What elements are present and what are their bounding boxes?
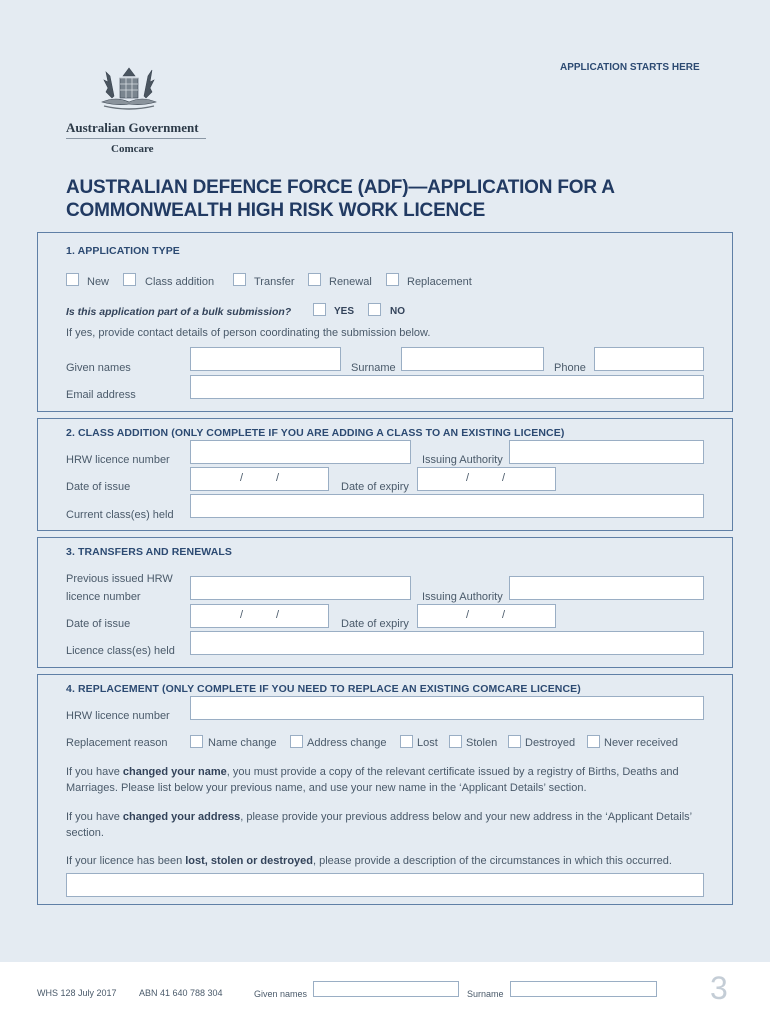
label-date-of-issue: Date of issue bbox=[66, 618, 131, 630]
para1-text-a: If you have bbox=[66, 766, 123, 778]
para3-text-a: If your licence has been bbox=[66, 855, 186, 867]
logo-divider bbox=[66, 138, 206, 139]
label-hrw-licence-number: HRW licence number bbox=[66, 710, 170, 722]
page-title-line2: COMMONWEALTH HIGH RISK WORK LICENCE bbox=[66, 200, 486, 221]
label-stolen: Stolen bbox=[466, 737, 498, 749]
checkbox-new[interactable] bbox=[66, 273, 79, 286]
instruction-lost-stolen bbox=[66, 853, 711, 869]
government-crest-logo bbox=[96, 62, 162, 114]
label-surname: Surname bbox=[351, 362, 396, 374]
application-starts-label: APPLICATION STARTS HERE bbox=[560, 62, 700, 73]
para2-text-b: , please provide your previous address below and your new address in the ‘Applicant Details’ section. bbox=[66, 811, 692, 839]
label-issuing-authority: Issuing Authority bbox=[422, 454, 503, 466]
label-replacement-reason: Replacement reason bbox=[66, 737, 168, 749]
para3-text-b: , please provide a description of the circumstances in which this occurred. bbox=[313, 855, 672, 867]
circumstances-input[interactable] bbox=[66, 873, 704, 897]
section1-title: 1. APPLICATION TYPE bbox=[66, 245, 180, 257]
label-date-of-issue: Date of issue bbox=[66, 481, 131, 493]
date-separator: / bbox=[240, 472, 244, 484]
checkbox-lost[interactable] bbox=[400, 735, 413, 748]
date-separator: / bbox=[466, 472, 470, 484]
checkbox-class-addition[interactable] bbox=[123, 273, 136, 286]
label-bulk-yes: YES bbox=[334, 306, 355, 317]
previous-licence-number-input[interactable] bbox=[190, 576, 411, 600]
date-separator: / bbox=[502, 472, 506, 484]
label-class-addition: Class addition bbox=[145, 276, 215, 288]
instruction-name-change bbox=[66, 764, 711, 796]
footer-surname-input[interactable] bbox=[510, 981, 657, 997]
para1-text-b: , you must provide a copy of the relevant certificate issued by a registry of Births, Deaths and Marriages. Please list below your previous name, and use your new name in the ‘Applicant Details’ section. bbox=[66, 766, 679, 794]
label-previous-licence-line1: Previous issued HRW bbox=[66, 573, 173, 585]
footer-form-code: WHS 128 July 2017 bbox=[37, 988, 117, 998]
checkbox-bulk-yes[interactable] bbox=[313, 303, 326, 316]
para1-emphasis: changed your name bbox=[122, 766, 227, 778]
label-name-change: Name change bbox=[208, 737, 277, 749]
label-previous-licence-line2: licence number bbox=[66, 591, 141, 603]
label-current-classes: Current class(es) held bbox=[66, 509, 174, 521]
given-names-input[interactable] bbox=[190, 347, 341, 371]
checkbox-never-received[interactable] bbox=[587, 735, 600, 748]
date-of-expiry-input[interactable] bbox=[417, 604, 556, 628]
section4-title: 4. REPLACEMENT (ONLY COMPLETE IF YOU NEED TO REPLACE AN EXISTING COMCARE LICENCE) bbox=[66, 683, 581, 695]
para2-emphasis: changed your address bbox=[122, 811, 241, 823]
logo-agency-name: Comcare bbox=[111, 143, 154, 155]
checkbox-bulk-no[interactable] bbox=[368, 303, 381, 316]
checkbox-renewal[interactable] bbox=[308, 273, 321, 286]
label-hrw-licence-number: HRW licence number bbox=[66, 454, 170, 466]
label-issuing-authority: Issuing Authority bbox=[422, 591, 503, 603]
footer-label-surname: Surname bbox=[467, 989, 504, 999]
current-classes-input[interactable] bbox=[190, 494, 704, 518]
instruction-address-change bbox=[66, 809, 711, 841]
label-replacement: Replacement bbox=[407, 276, 472, 288]
licence-classes-input[interactable] bbox=[190, 631, 704, 655]
page-number: 3 bbox=[710, 970, 728, 1006]
footer-label-given-names: Given names bbox=[254, 989, 308, 999]
logo-government-name: Australian Government bbox=[66, 120, 199, 135]
label-never-received: Never received bbox=[604, 737, 678, 749]
coat-of-arms-icon bbox=[96, 62, 162, 114]
label-date-of-expiry: Date of expiry bbox=[341, 481, 409, 493]
date-of-issue-input[interactable] bbox=[190, 604, 329, 628]
checkbox-stolen[interactable] bbox=[449, 735, 462, 748]
hrw-licence-number-input[interactable] bbox=[190, 696, 704, 720]
page-title-line1: AUSTRALIAN DEFENCE FORCE (ADF)—APPLICATION FOR A bbox=[66, 177, 615, 198]
label-new: New bbox=[87, 276, 110, 288]
para2-text-a: If you have bbox=[66, 811, 123, 823]
bulk-submission-question: Is this application part of a bulk submission? bbox=[66, 306, 292, 318]
label-bulk-no: NO bbox=[390, 306, 405, 317]
para3-emphasis: lost, stolen or destroyed bbox=[185, 855, 313, 867]
checkbox-destroyed[interactable] bbox=[508, 735, 521, 748]
date-of-issue-input[interactable] bbox=[190, 467, 329, 491]
date-separator: / bbox=[276, 472, 280, 484]
checkbox-address-change[interactable] bbox=[290, 735, 303, 748]
label-renewal: Renewal bbox=[329, 276, 372, 288]
label-address-change: Address change bbox=[307, 737, 387, 749]
label-date-of-expiry: Date of expiry bbox=[341, 618, 409, 630]
date-separator: / bbox=[466, 609, 470, 621]
label-lost: Lost bbox=[417, 737, 438, 749]
hrw-licence-number-input[interactable] bbox=[190, 440, 411, 464]
bulk-submission-note: If yes, provide contact details of person coordinating the submission below. bbox=[66, 327, 431, 339]
footer-abn: ABN 41 640 788 304 bbox=[139, 988, 223, 998]
issuing-authority-input[interactable] bbox=[509, 576, 704, 600]
date-separator: / bbox=[276, 609, 280, 621]
label-phone: Phone bbox=[554, 362, 586, 374]
date-separator: / bbox=[502, 609, 506, 621]
email-input[interactable] bbox=[190, 375, 704, 399]
surname-input[interactable] bbox=[401, 347, 544, 371]
phone-input[interactable] bbox=[594, 347, 704, 371]
label-transfer: Transfer bbox=[254, 276, 295, 288]
issuing-authority-input[interactable] bbox=[509, 440, 704, 464]
label-email: Email address bbox=[66, 389, 136, 401]
date-separator: / bbox=[240, 609, 244, 621]
checkbox-replacement[interactable] bbox=[386, 273, 399, 286]
section2-title: 2. CLASS ADDITION (ONLY COMPLETE IF YOU ARE ADDING A CLASS TO AN EXISTING LICENCE) bbox=[66, 427, 565, 439]
label-licence-classes: Licence class(es) held bbox=[66, 645, 175, 657]
footer-given-names-input[interactable] bbox=[313, 981, 459, 997]
label-destroyed: Destroyed bbox=[525, 737, 576, 749]
checkbox-transfer[interactable] bbox=[233, 273, 246, 286]
date-of-expiry-input[interactable] bbox=[417, 467, 556, 491]
section3-title: 3. TRANSFERS AND RENEWALS bbox=[66, 546, 233, 558]
label-given-names: Given names bbox=[66, 362, 131, 374]
checkbox-name-change[interactable] bbox=[190, 735, 203, 748]
